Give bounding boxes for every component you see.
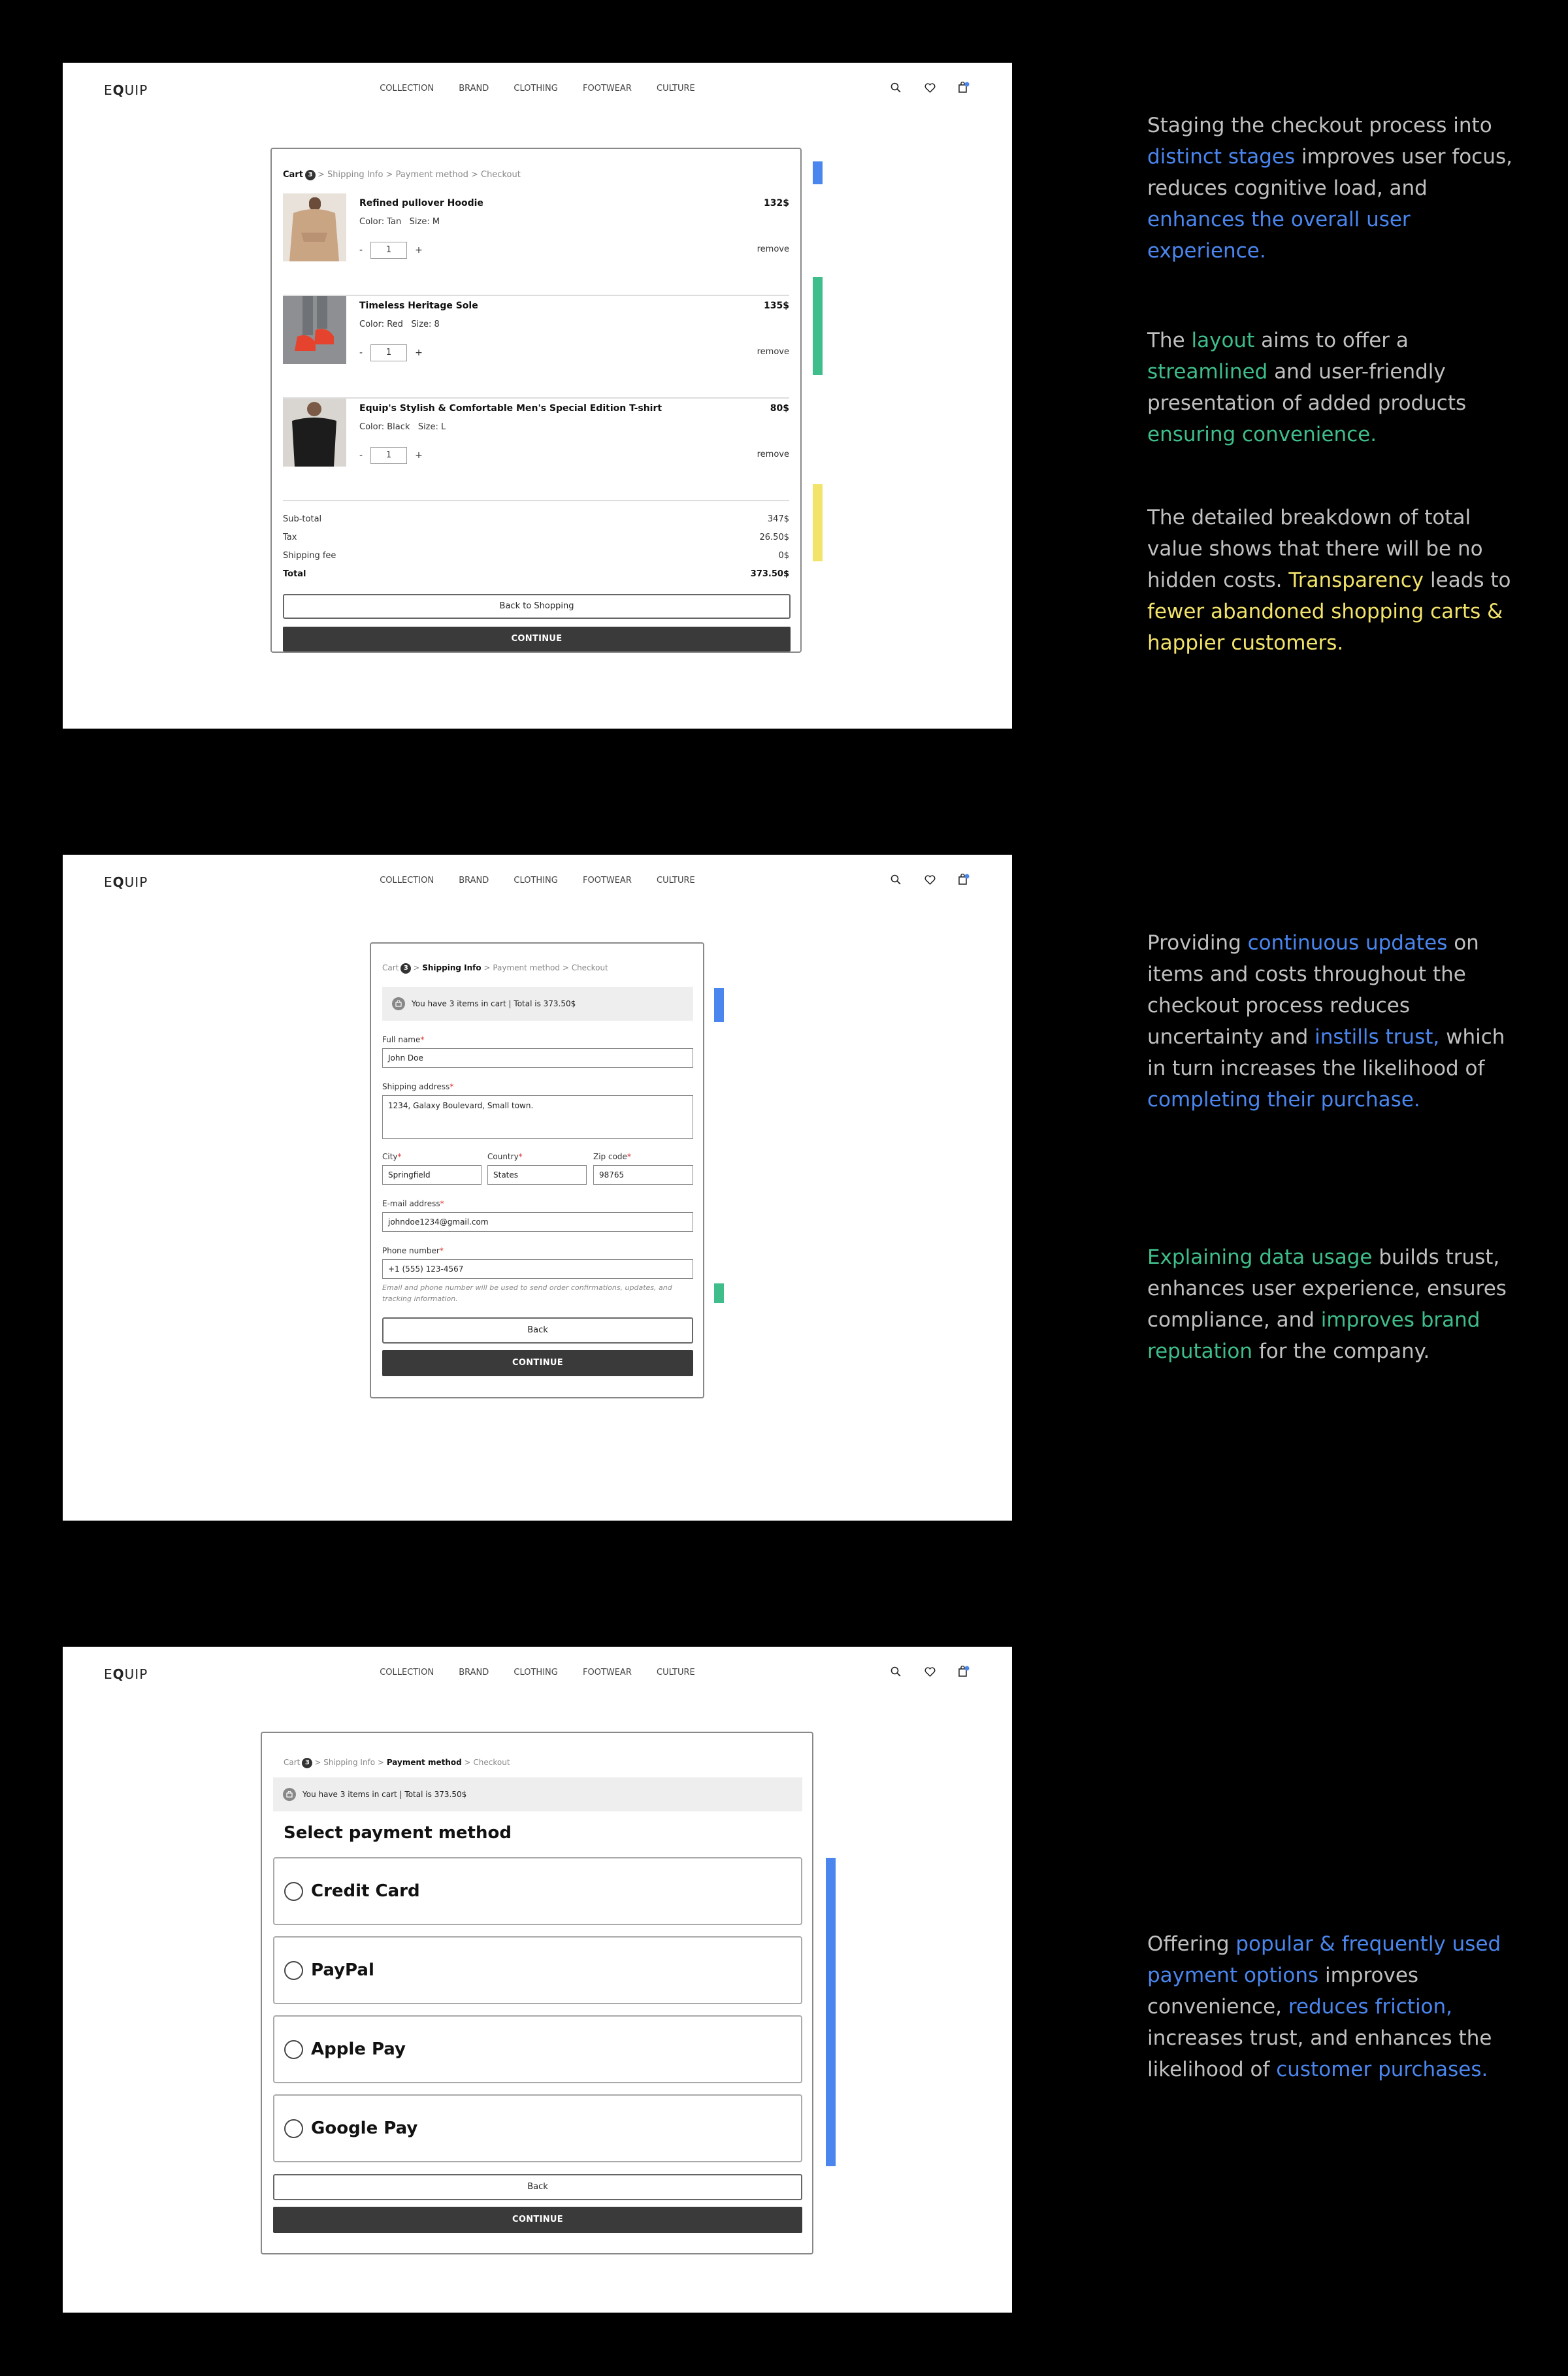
decrease-button[interactable]: - (359, 245, 363, 256)
item-price: 80$ (770, 403, 789, 414)
main-menu (63, 1668, 1012, 1677)
nav-collection[interactable]: COLLECTION (380, 876, 434, 885)
continue-button[interactable]: CONTINUE (382, 1350, 693, 1376)
heart-icon[interactable] (923, 872, 937, 887)
payment-option-google-pay[interactable]: Google Pay (273, 2094, 802, 2162)
search-icon[interactable] (889, 1664, 903, 1679)
cart-count-badge: 3 (400, 963, 411, 974)
breadcrumb: Cart 3 > Shipping Info > Payment method > Checkout (284, 1758, 510, 1767)
shoe-image (283, 296, 346, 364)
top-nav (63, 1647, 1012, 1700)
cart-summary-bar: You have 3 items in cart | Total is 373.50$ (273, 1777, 802, 1811)
nav-brand[interactable]: BRAND (459, 876, 489, 885)
continue-button[interactable]: CONTINUE (273, 2207, 802, 2233)
blue-marker (826, 1858, 836, 2166)
item-price: 135$ (764, 301, 789, 311)
nav-footwear[interactable]: FOOTWEAR (582, 876, 632, 885)
radio-button[interactable] (284, 2040, 303, 2059)
remove-button[interactable]: remove (757, 347, 789, 357)
nav-footwear[interactable]: FOOTWEAR (582, 84, 632, 93)
cart-icon (392, 997, 405, 1010)
tshirt-image (283, 399, 346, 467)
item-price: 132$ (764, 198, 789, 208)
cart-screen (63, 63, 1012, 729)
nav-clothing[interactable]: CLOTHING (514, 1668, 558, 1677)
search-icon[interactable] (889, 80, 903, 95)
cart-count-badge: 3 (305, 170, 316, 180)
breadcrumb: Cart 3 > Shipping Info > Payment method > Checkout (382, 963, 608, 972)
annotation-checkout-stages: Staging the checkout process into distinct stages improves user focus, reduces cognitive load, and enhances the overall user experience. (1147, 114, 1512, 263)
item-attributes: Color: Tan Size: M (359, 217, 440, 227)
quantity-input[interactable]: 1 (370, 242, 407, 259)
cart-item (283, 399, 789, 501)
shipping-address-input[interactable]: 1234, Galaxy Boulevard, Small town. (382, 1095, 693, 1139)
payment-card (261, 1732, 813, 2254)
full-name-label: Full name* (382, 1035, 425, 1044)
nav-footwear[interactable]: FOOTWEAR (582, 1668, 632, 1677)
radio-button[interactable] (284, 1961, 303, 1980)
yellow-marker (813, 484, 823, 561)
cart-item (283, 296, 789, 399)
quantity-stepper (359, 242, 423, 259)
heart-icon[interactable] (923, 1664, 937, 1679)
annotation-layout: The layout aims to offer a streamlined and user-friendly presentation of added products ensuring convenience. (1147, 329, 1467, 446)
cart-icon[interactable] (956, 1664, 971, 1679)
nav-brand[interactable]: BRAND (459, 84, 489, 93)
cart-icon[interactable] (956, 872, 971, 887)
annotation-payment-options: Offering popular & frequently used payment options improves convenience, reduces friction, increases trust, and enhances the likelihood of customer purchases. (1147, 1932, 1501, 2081)
item-name: Refined pullover Hoodie (359, 198, 483, 208)
blue-marker (813, 161, 823, 184)
payment-option-paypal[interactable]: PayPal (273, 1936, 802, 2004)
phone-input[interactable]: +1 (555) 123-4567 (382, 1259, 693, 1279)
phone-label: Phone number* (382, 1246, 444, 1255)
nav-culture[interactable]: CULTURE (657, 84, 695, 93)
subtotal-row: Sub-total 347$ (283, 514, 789, 524)
data-usage-note: Email and phone number will be used to send order confirmations, updates, and tracking information. (382, 1283, 672, 1303)
email-input[interactable]: johndoe1234@gmail.com (382, 1212, 693, 1232)
cart-item (283, 193, 789, 296)
shipping-fee-row: Shipping fee 0$ (283, 551, 789, 561)
radio-button[interactable] (284, 1882, 303, 1901)
back-to-shopping-button[interactable]: Back to Shopping (283, 594, 791, 619)
remove-button[interactable]: remove (757, 450, 789, 459)
full-name-input[interactable]: John Doe (382, 1048, 693, 1068)
item-name: Timeless Heritage Sole (359, 301, 478, 311)
decrease-button[interactable]: - (359, 450, 363, 461)
cart-icon[interactable] (956, 80, 971, 95)
nav-collection[interactable]: COLLECTION (380, 1668, 434, 1677)
item-attributes: Color: Black Size: L (359, 422, 446, 432)
payment-option-apple-pay[interactable]: Apple Pay (273, 2015, 802, 2083)
item-name: Equip's Stylish & Comfortable Men's Special Edition T-shirt (359, 403, 662, 414)
nav-icons (889, 80, 971, 95)
tax-row: Tax 26.50$ (283, 533, 789, 542)
back-button[interactable]: Back (273, 2174, 802, 2200)
radio-button[interactable] (284, 2119, 303, 2138)
search-icon[interactable] (889, 872, 903, 887)
continue-button[interactable]: CONTINUE (283, 627, 791, 652)
heart-icon[interactable] (923, 80, 937, 95)
breadcrumb: Cart 3 > Shipping Info > Payment method > Checkout (283, 170, 521, 180)
annotation-data-usage: Explaining data usage builds trust, enhances user experience, ensures compliance, and improves brand reputation for the company. (1147, 1246, 1507, 1363)
country-label: Country* (487, 1152, 523, 1161)
logo[interactable]: EQUIP (104, 874, 148, 890)
payment-screen (63, 1647, 1012, 2313)
nav-clothing[interactable]: CLOTHING (514, 84, 558, 93)
email-label: E-mail address* (382, 1199, 444, 1208)
nav-brand[interactable]: BRAND (459, 1668, 489, 1677)
nav-icons (889, 1664, 971, 1679)
nav-collection[interactable]: COLLECTION (380, 84, 434, 93)
remove-button[interactable]: remove (757, 244, 789, 254)
payment-title: Select payment method (284, 1823, 512, 1843)
nav-icons (889, 872, 971, 887)
logo[interactable]: EQUIP (104, 82, 148, 98)
blue-marker (714, 988, 724, 1022)
top-nav (63, 63, 1012, 116)
total-row: Total 373.50$ (283, 569, 789, 579)
hoodie-image (283, 193, 346, 261)
nav-culture[interactable]: CULTURE (657, 1668, 695, 1677)
back-button[interactable]: Back (382, 1317, 693, 1344)
city-input[interactable]: Springfield (382, 1165, 482, 1185)
city-label: City* (382, 1152, 402, 1161)
green-marker (714, 1283, 724, 1303)
cart-count-badge: 3 (302, 1758, 312, 1768)
annotation-transparency: The detailed breakdown of total value shows that there will be no hidden costs. Transparency leads to fewer abandoned shopping carts & happier customers. (1147, 506, 1511, 655)
zip-code-label: Zip code* (593, 1152, 631, 1161)
increase-button[interactable]: + (415, 348, 423, 358)
cart-icon (283, 1788, 296, 1801)
increase-button[interactable]: + (415, 245, 423, 256)
annotation-continuous-updates: Providing continuous updates on items and costs throughout the checkout process reduces uncertainty and instills trust, which in turn increases the likelihood of completing their purchase. (1147, 931, 1505, 1112)
main-menu (63, 84, 1012, 93)
shipping-card (370, 942, 704, 1398)
logo[interactable]: EQUIP (104, 1666, 148, 1682)
green-marker (813, 277, 823, 375)
item-attributes: Color: Red Size: 8 (359, 320, 440, 329)
main-menu (63, 876, 1012, 885)
top-nav (63, 855, 1012, 908)
shipping-screen (63, 855, 1012, 1521)
nav-culture[interactable]: CULTURE (657, 876, 695, 885)
zip-code-input[interactable]: 98765 (593, 1165, 693, 1185)
quantity-stepper (359, 344, 423, 361)
decrease-button[interactable]: - (359, 348, 363, 358)
increase-button[interactable]: + (415, 450, 423, 461)
nav-clothing[interactable]: CLOTHING (514, 876, 558, 885)
shipping-address-label: Shipping address* (382, 1082, 454, 1091)
quantity-stepper (359, 447, 423, 464)
payment-option-credit-card[interactable]: Credit Card (273, 1857, 802, 1925)
cart-summary-bar: You have 3 items in cart | Total is 373.50$ (382, 987, 693, 1021)
cart-card (270, 148, 802, 653)
country-input[interactable]: States (487, 1165, 587, 1185)
quantity-input[interactable]: 1 (370, 344, 407, 361)
quantity-input[interactable]: 1 (370, 447, 407, 464)
